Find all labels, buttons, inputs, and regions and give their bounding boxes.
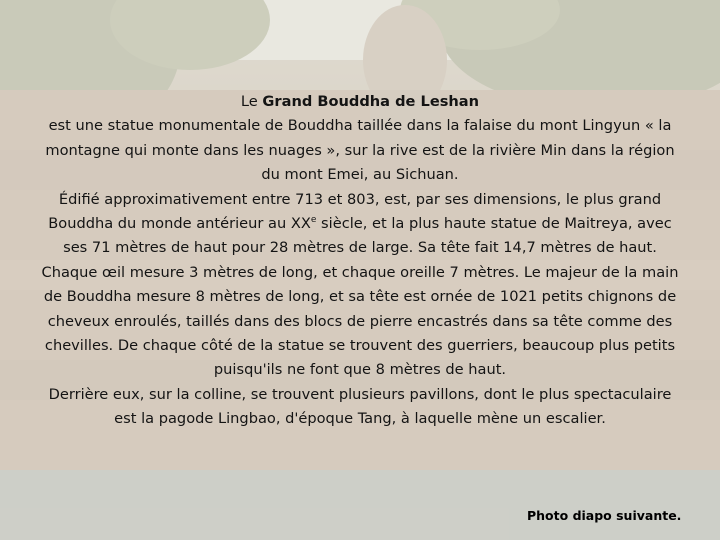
intro-prefix: Le bbox=[240, 93, 263, 110]
title-bold: Grand Bouddha de Leshan bbox=[262, 93, 480, 110]
paragraph-1: est une statue monumentale de Bouddha taillée dans la falaise du mont Lingyun « la montagne qui monte dans les nuages », sur la rive est de la rivière Min dans la région du mont Emei, au Sichuan. bbox=[45, 117, 675, 184]
century-superscript: e bbox=[310, 215, 317, 226]
description-text bbox=[40, 90, 680, 432]
paragraph-2-end: siècle, et la plus haute statue de Maitreya, avec ses 71 mètres de haut pour 28 mètres de large. Sa tête fait 14,7 mètres de haut. Chaque œil mesure 3 mètres de long, et chaque oreille 7 mètres. Le majeur de la main de Bouddha mesure 8 mètres de long, et sa tête est ornée de 1021 petits chignons de cheveux enroulés, taillés dans des blocs de pierre encastrés dans sa tête comme des chevilles. De chaque côté de la statue se trouvent des guerriers, beaucoup plus petits puisqu'ils ne font que 8 mètres de haut. bbox=[41, 215, 679, 379]
next-slide-note: Photo diapo suivante. bbox=[527, 508, 682, 523]
paragraph-3: Derrière eux, sur la colline, se trouvent plusieurs pavillons, dont le plus spectaculaire est la pagode Lingbao, d'époque Tang, à laquelle mène un escalier. bbox=[48, 385, 672, 428]
paragraph-2-start: Édifié approximativement entre 713 et 803, est, par ses dimensions, le plus grand Bouddha du monde antérieur au XX bbox=[48, 190, 662, 233]
